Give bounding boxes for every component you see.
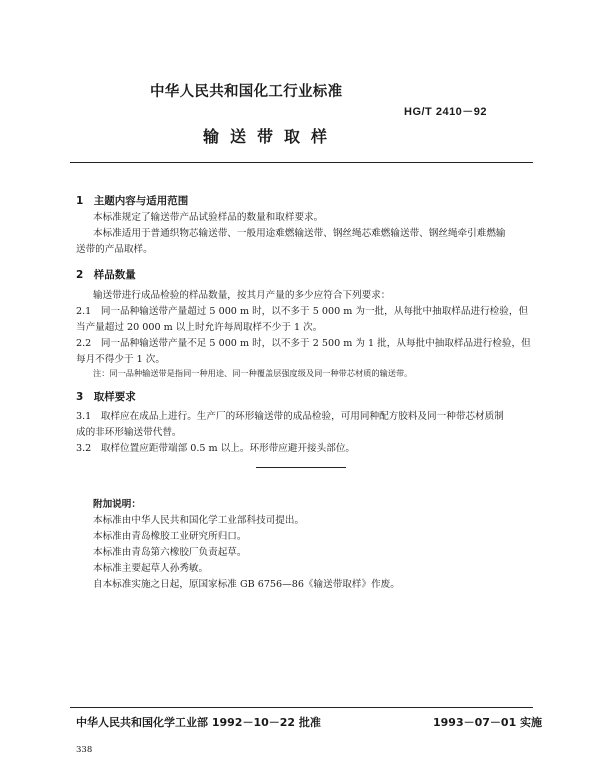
page-number: 338	[76, 745, 93, 755]
standard-code: HG/T 2410－92	[404, 106, 488, 118]
approval-date: 中华人民共和国化学工业部 1992－10－22 批准	[76, 716, 321, 729]
clause-line: 3.2 取样位置应距带端部 0.5 m 以上。环形带应避开接头部位。	[76, 443, 356, 454]
paragraph: 本标准规定了输送带产品试验样品的数量和取样要求。	[93, 212, 324, 223]
clause-line: 3.1 取样应在成品上进行。生产厂的环形输送带的成品检验，可用同种配方胶料及同一种带芯材质制	[76, 411, 504, 422]
appendix-line: 本标准由中华人民共和国化学工业部科技司提出。	[93, 515, 305, 526]
footer-divider	[70, 707, 533, 708]
section-heading: 1 主题内容与适用范围	[76, 195, 189, 207]
appendix-line: 本标准主要起草人孙秀敏。	[93, 563, 209, 574]
note: 注：同一品种输送带是指同一种用途、同一种覆盖层强度级及同一种带芯材质的输送带。	[93, 368, 413, 378]
appendix-line: 本标准由青岛第六橡胶厂负责起草。	[93, 547, 247, 558]
paragraph: 送带的产品取样。	[76, 244, 153, 255]
paragraph: 输送带进行成品检验的样品数量，按其月产量的多少应符合下列要求：	[93, 290, 391, 301]
clause-line: 2.1 同一品种输送带产量超过 5 000 m 时，以不多于 5 000 m 为一批，从每批中抽取样品进行检验，但	[76, 306, 529, 317]
section-end-divider	[256, 467, 346, 468]
appendix-line: 本标准由青岛橡胶工业研究所归口。	[93, 531, 247, 542]
document-title: 输送带取样	[203, 127, 339, 146]
appendix-title: 附加说明：	[93, 499, 141, 510]
header-divider	[70, 162, 533, 163]
clause-line: 当产量超过 20 000 m 以上时允许每周取样不少于 1 次。	[76, 322, 323, 333]
section-heading: 2 样品数量	[76, 269, 136, 281]
implementation-date: 1993－07－01 实施	[433, 716, 543, 729]
standard-title: 中华人民共和国化工行业标准	[150, 84, 343, 100]
paragraph: 本标准适用于普通织物芯输送带、一般用途难燃输送带、钢丝绳芯难燃输送带、钢丝绳牵引难燃输	[93, 228, 506, 239]
appendix-line: 自本标准实施之日起，原国家标准 GB 6756—86《输送带取样》作废。	[93, 579, 400, 590]
clause-line: 2.2 同一品种输送带产量不足 5 000 m 时，以不多于 2 500 m 为 1 批，从每批中抽取样品进行检验，但	[76, 338, 531, 349]
clause-line: 每月不得少于 1 次。	[76, 354, 165, 365]
section-heading: 3 取样要求	[76, 391, 136, 403]
clause-line: 成的非环形输送带代替。	[76, 427, 182, 438]
